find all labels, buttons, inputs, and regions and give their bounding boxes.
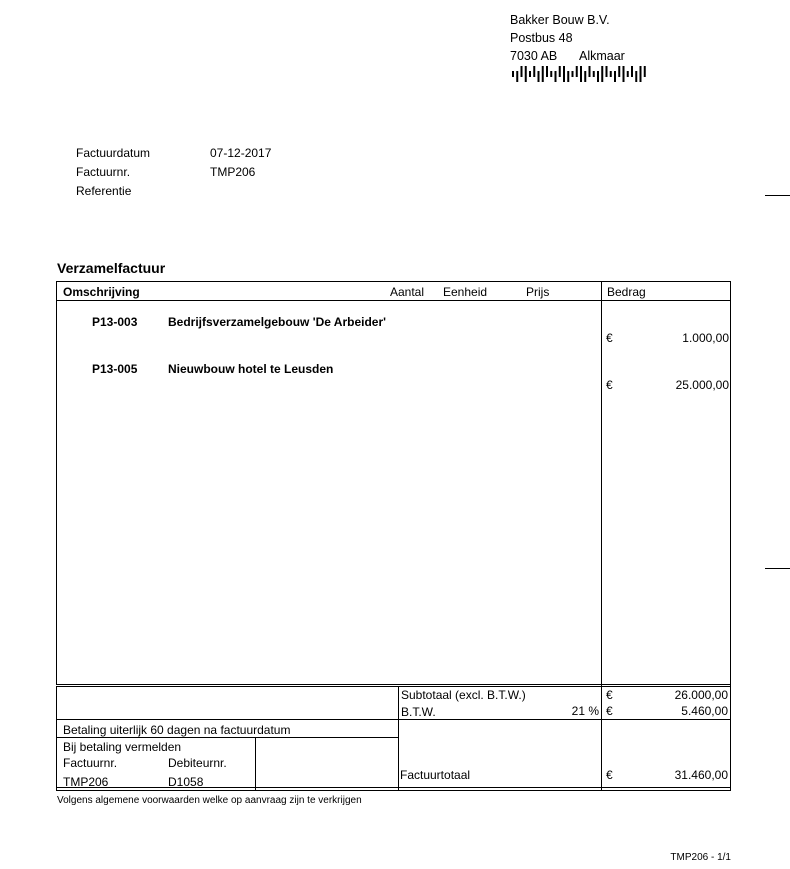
invoice-title: Verzamelfactuur: [57, 260, 166, 276]
payment-debtor-label: Debiteurnr.: [168, 756, 227, 770]
recipient-city: Alkmaar: [579, 49, 625, 63]
vat-label: B.T.W.: [401, 705, 436, 719]
subtotal-label: Subtotaal (excl. B.T.W.): [401, 688, 526, 702]
row-1-currency: €: [606, 331, 613, 345]
table-top-border: [56, 281, 731, 282]
page-number: TMP206 - 1/1: [670, 852, 731, 863]
payment-inner-divider: [255, 737, 256, 791]
table-left-border: [56, 281, 57, 685]
vat-rate: 21 %: [571, 704, 599, 718]
amount-column-divider: [601, 281, 602, 791]
recipient-address: Postbus 48: [510, 31, 573, 45]
row-2-currency: €: [606, 378, 613, 392]
total-currency: €: [606, 768, 613, 782]
header-quantity: Aantal: [390, 285, 425, 299]
header-description: Omschrijving: [63, 285, 140, 299]
table-header-border: [56, 300, 731, 301]
totals-top-border: [56, 686, 731, 687]
row-2-amount: 25.000,00: [675, 378, 729, 392]
row-1-code: P13-003: [92, 315, 138, 329]
total-label: Factuurtotaal: [400, 768, 471, 782]
header-amount: Bedrag: [607, 285, 646, 299]
totals-bottom-border-1: [56, 787, 731, 788]
payment-debtor-value: D1058: [168, 775, 204, 789]
row-2-description: Nieuwbouw hotel te Leusden: [168, 362, 334, 376]
invoice-number-label: Factuurnr.: [76, 165, 131, 179]
subtotal-currency: €: [606, 688, 613, 702]
totals-mid-border: [56, 719, 731, 720]
date-label: Factuurdatum: [76, 146, 151, 160]
row-2-code: P13-005: [92, 362, 138, 376]
vat-currency: €: [606, 704, 613, 718]
reference-label: Referentie: [76, 184, 132, 198]
vat-value: 5.460,00: [681, 704, 728, 718]
header-price: Prijs: [526, 285, 550, 299]
invoice-number-value: TMP206: [210, 165, 256, 179]
totals-left-border: [56, 686, 57, 791]
row-1-description: Bedrijfsverzamelgebouw 'De Arbeider': [168, 315, 386, 329]
payment-terms: Betaling uiterlijk 60 dagen na factuurdatum: [63, 723, 291, 737]
subtotal-value: 26.000,00: [674, 688, 728, 702]
recipient-company: Bakker Bouw B.V.: [510, 13, 610, 27]
recipient-postcode: 7030 AB: [510, 49, 558, 63]
totals-bottom-border-2: [56, 790, 731, 791]
fold-mark-bottom: [765, 568, 790, 569]
table-right-border: [730, 281, 731, 791]
terms-note: Volgens algemene voorwaarden welke op aanvraag zijn te verkrijgen: [57, 795, 362, 806]
row-1-amount: 1.000,00: [682, 331, 729, 345]
body-bottom-border: [56, 684, 731, 685]
header-unit: Eenheid: [443, 285, 488, 299]
totals-label-divider: [398, 686, 399, 791]
total-value: 31.460,00: [674, 768, 728, 782]
payment-invoice-label: Factuurnr.: [63, 756, 118, 770]
fold-mark-top: [765, 195, 790, 196]
payment-terms-border: [56, 737, 398, 738]
payment-mention-label: Bij betaling vermelden: [63, 740, 182, 754]
date-value: 07-12-2017: [210, 146, 272, 160]
payment-invoice-value: TMP206: [63, 775, 109, 789]
postal-barcode: [512, 66, 648, 82]
